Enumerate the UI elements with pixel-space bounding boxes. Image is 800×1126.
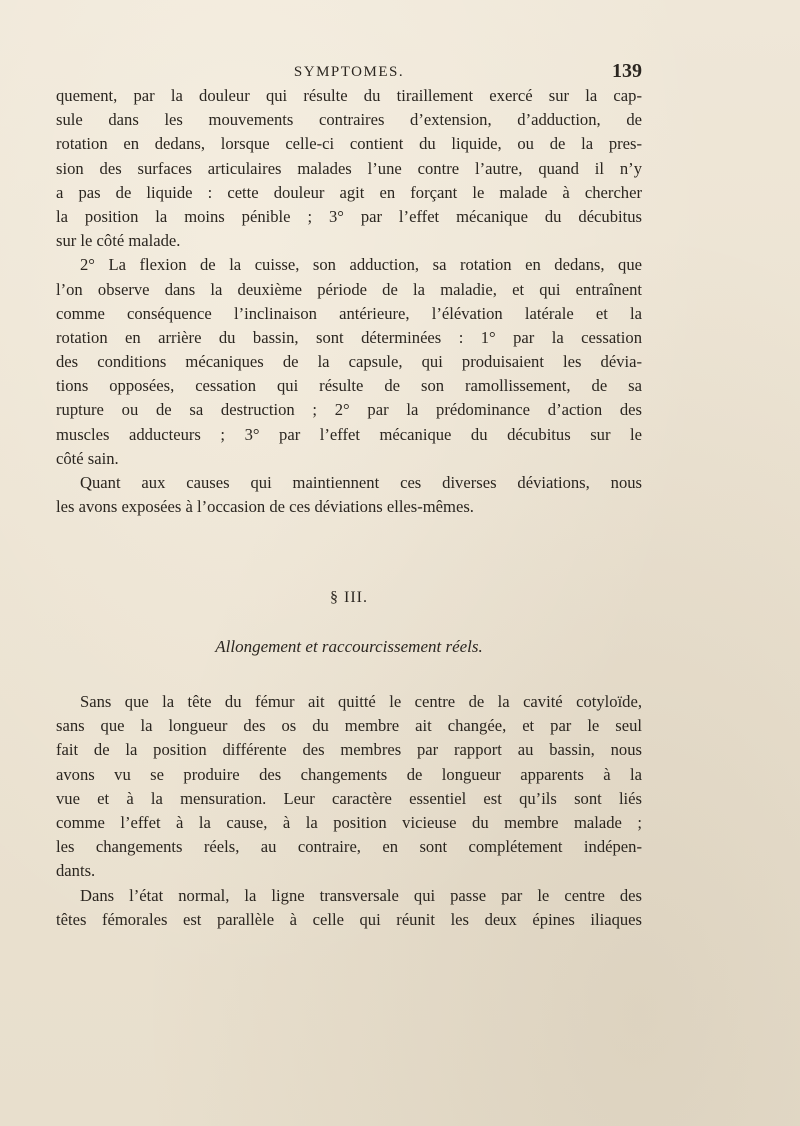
text-line: a pas de liquide : cette douleur agit en forçant le malade à chercher: [56, 182, 642, 202]
body-text-bottom: [56, 690, 642, 932]
text-line: côté sain.: [56, 448, 119, 468]
text-line: Dans l’état normal, la ligne transversale qui passe par le centre des: [80, 885, 642, 905]
text-line: rupture ou de sa destruction ; 2° par la prédominance d’action des: [56, 400, 642, 420]
text-line: rotation en arrière du bassin, sont déterminées : 1° par la cessation: [56, 327, 642, 347]
text-line: quement, par la douleur qui résulte du tiraillement exercé sur la cap-: [56, 86, 642, 105]
text-line: Quant aux causes qui maintiennent ces diverses déviations, nous: [80, 473, 642, 492]
body-text-top: [56, 84, 642, 519]
text-line: sans que la longueur des os du membre ait changée, et par le seul: [56, 716, 642, 736]
text-line: tions opposées, cessation qui résulte de son ramollissement, de sa: [56, 376, 642, 396]
text-line: 2° La flexion de la cuisse, son adduction, sa rotation en dedans, que: [80, 255, 642, 275]
text-line: têtes fémorales est parallèle à celle qui réunit les deux épines iliaques: [56, 909, 642, 929]
section-title: Allongement et raccourcissement réels.: [215, 637, 483, 656]
page-number: 139: [612, 60, 642, 82]
running-head: SYMPTOMES.: [293, 64, 405, 80]
text-line: sule dans les mouvements contraires d’extension, d’adduction, de: [56, 110, 642, 130]
text-line: les changements réels, au contraire, en sont complétement indépen-: [56, 837, 642, 857]
text-line: comme l’effet à la cause, à la position vicieuse du membre malade ;: [56, 812, 642, 832]
text-line: fait de la position différente des membres par rapport au bassin, nous: [56, 740, 642, 760]
text-line: Sans que la tête du fémur ait quitté le centre de la cavité cotyloïde,: [80, 692, 642, 711]
text-line: rotation en dedans, lorsque celle-ci contient du liquide, ou de la pres-: [56, 134, 642, 154]
text-line: dants.: [56, 861, 96, 881]
text-line: comme conséquence l’inclinaison antérieure, l’élévation latérale et la: [56, 303, 642, 323]
section-number: § III.: [330, 589, 368, 606]
page-header: [56, 60, 642, 86]
text-line: l’on observe dans la deuxième période de la maladie, et qui entraînent: [56, 279, 642, 299]
text-line: avons vu se produire des changements de longueur apparents à la: [56, 764, 642, 784]
text-line: des conditions mécaniques de la capsule, qui produisaient les dévia-: [56, 352, 642, 372]
text-line: sion des surfaces articulaires malades l’une contre l’autre, quand il n’y: [56, 158, 642, 178]
text-line: sur le côté malade.: [56, 231, 181, 251]
text-line: les avons exposées à l’occasion de ces déviations elles-mêmes.: [56, 497, 474, 517]
text-line: vue et à la mensuration. Leur caractère essentiel est qu’ils sont liés: [56, 788, 642, 808]
text-line: la position la moins pénible ; 3° par l’effet mécanique du décubitus: [56, 206, 642, 226]
text-line: muscles adducteurs ; 3° par l’effet mécanique du décubitus sur le: [56, 424, 642, 444]
